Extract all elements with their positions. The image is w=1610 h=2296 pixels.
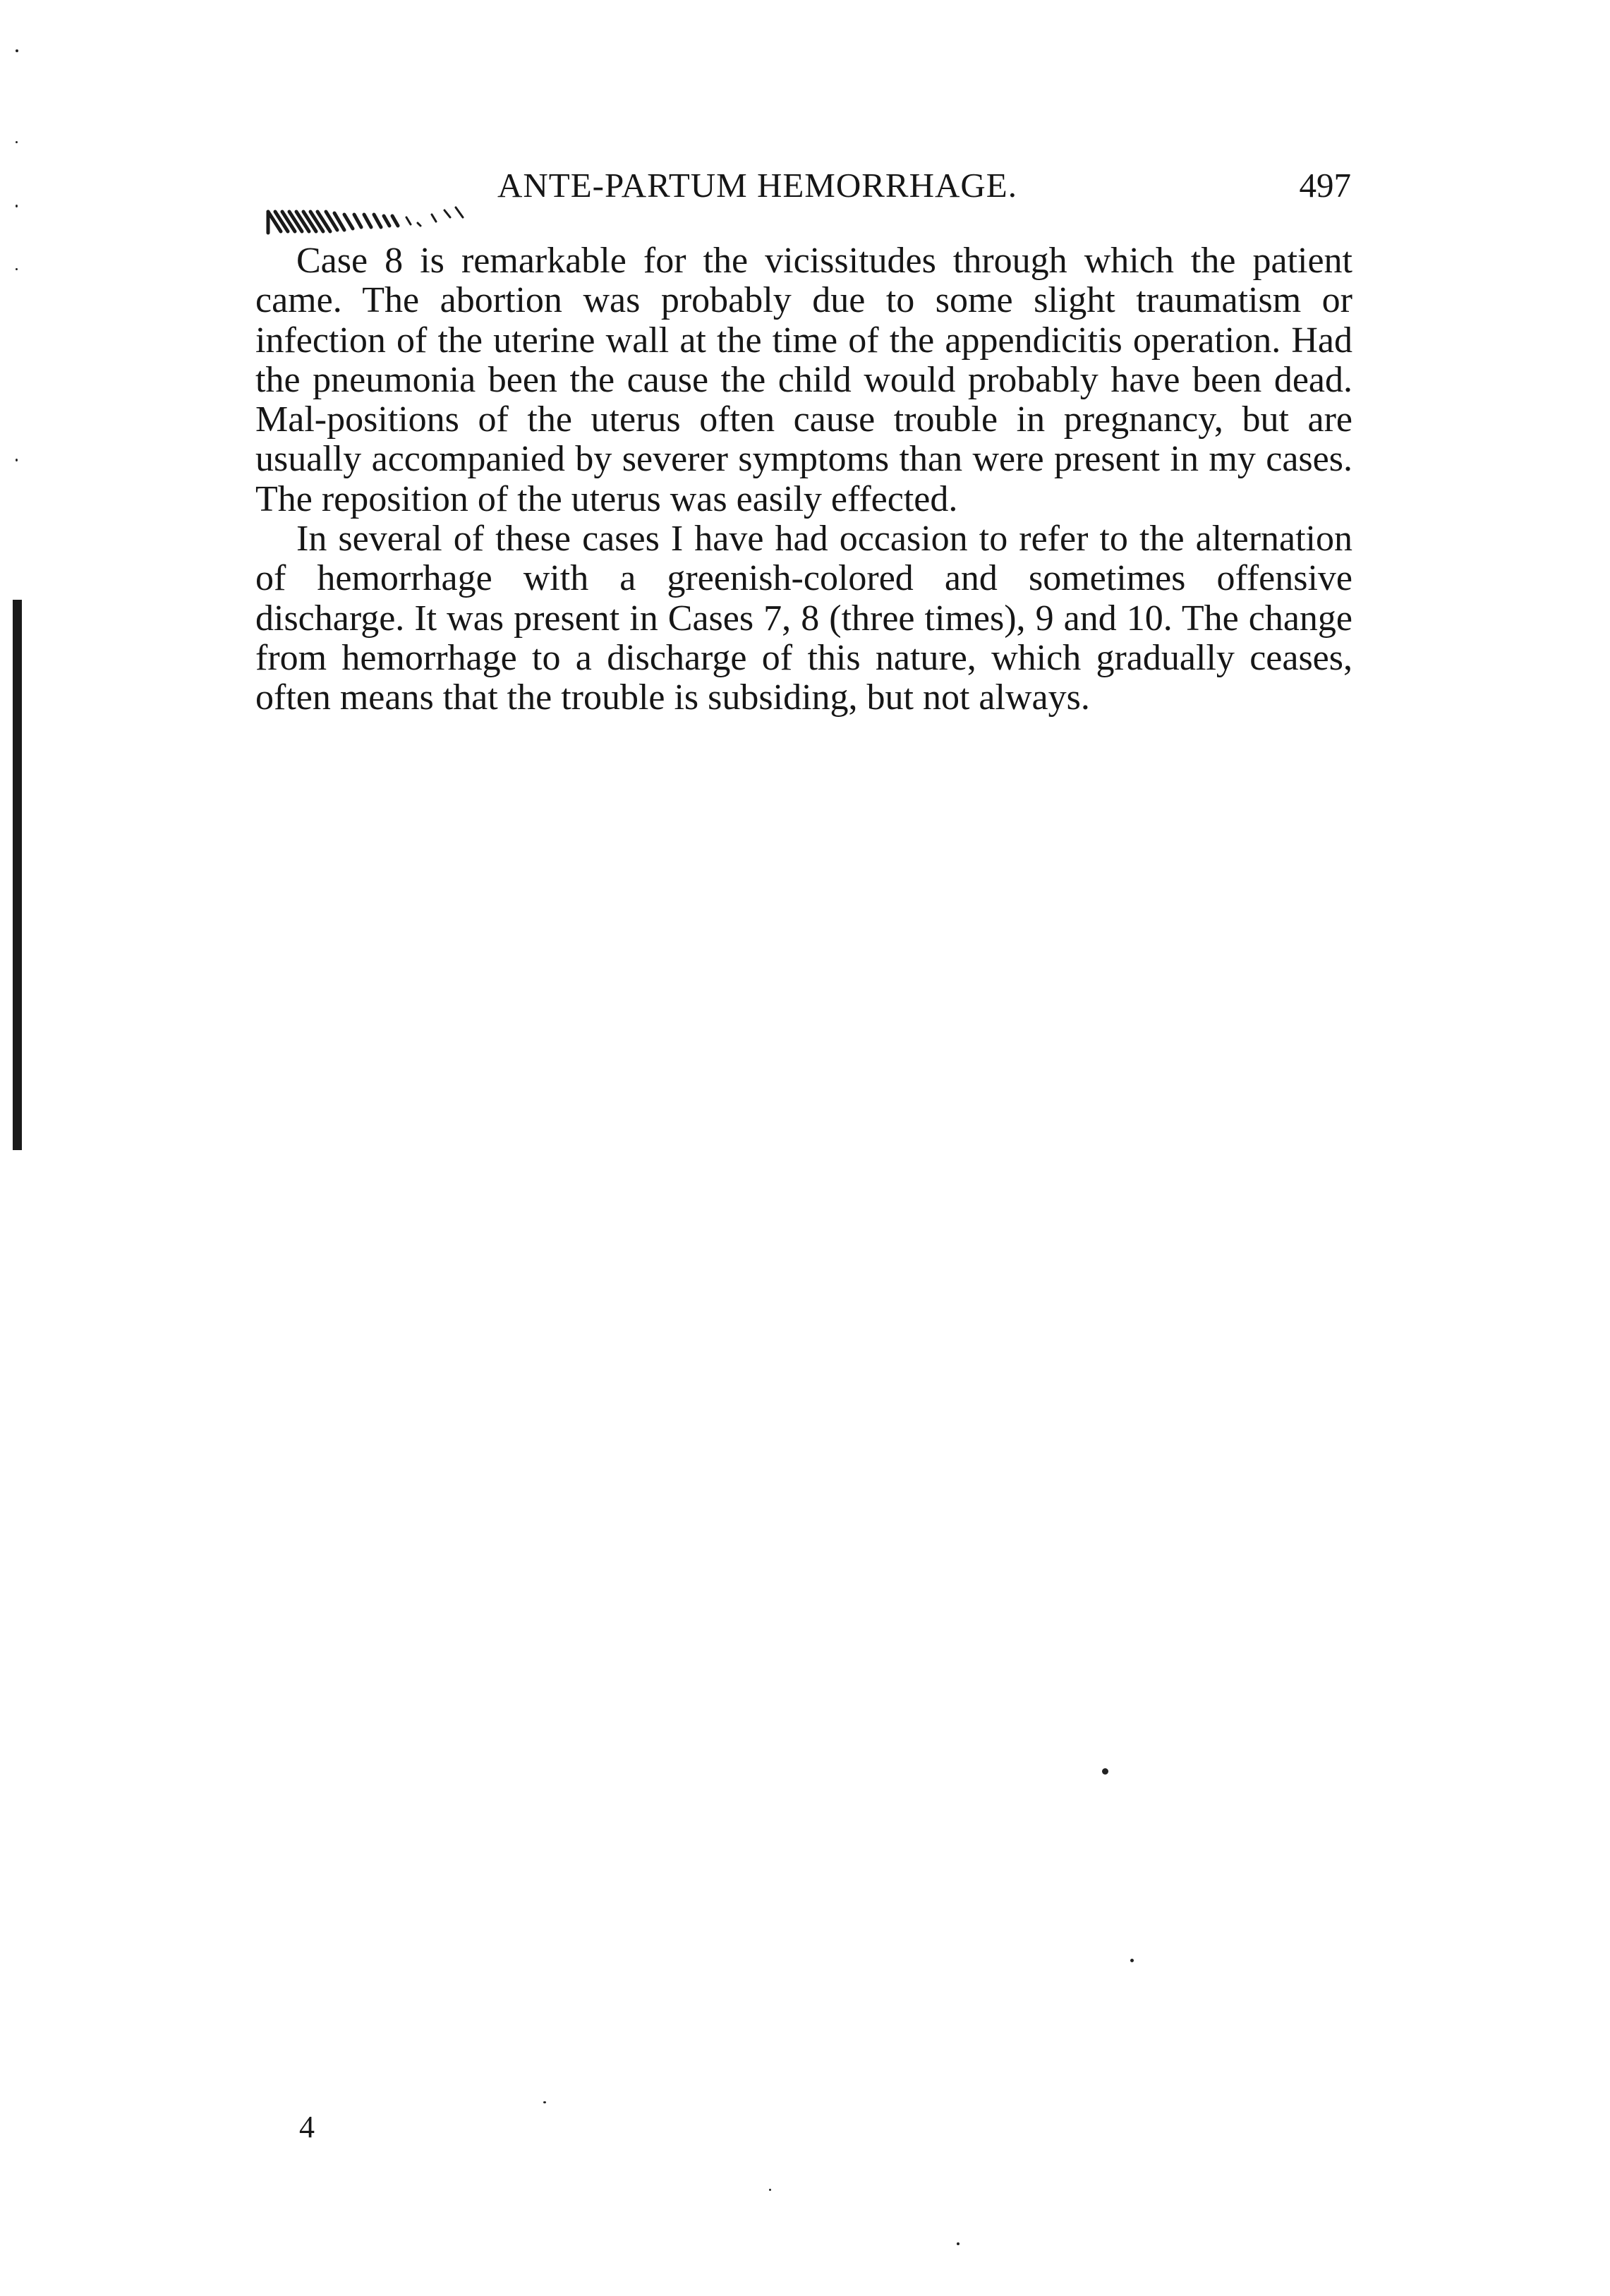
paragraph: Case 8 is remarkable for the vicissitudes through which the patient came. The abortion was probably due to some slight traumatism or infection of the uterine wall at the time of the appendicitis operation. Had the pneumonia been the cause the child would probably have been dead. Mal-positions of the uterus often cause trouble in pregnancy, but are usually accompanied by severer symptoms than were present in my cases. The reposition of the uterus was easily effected. xyxy=(255,241,1352,519)
footer-mark: 4 xyxy=(299,2110,315,2144)
paragraph: In several of these cases I have had occasion to refer to the alternation of hemorrhage with a greenish-colored and sometimes offensive discharge. It was present in Cases 7, 8 (three times), 9 and 10. The change from hemorrhage to a discharge of this nature, which gradually ceases, often means that the trouble is subsiding, but not always. xyxy=(255,519,1352,718)
scan-speck xyxy=(16,205,18,207)
scan-speck xyxy=(16,49,18,52)
scan-speck xyxy=(1102,1768,1108,1775)
scan-speck xyxy=(16,268,18,270)
scan-speck xyxy=(957,2242,960,2245)
scan-speck xyxy=(16,459,18,461)
scan-speck xyxy=(769,2189,771,2191)
scan-speck xyxy=(1130,1959,1134,1962)
scan-speck xyxy=(16,141,18,143)
scan-speck xyxy=(543,2101,546,2103)
page-number: 497 xyxy=(1299,166,1351,205)
printer-ornament-icon xyxy=(265,202,484,243)
scan-edge-shadow xyxy=(13,600,22,1150)
page-title: ANTE-PARTUM HEMORRHAGE. xyxy=(497,166,1017,205)
body-text xyxy=(255,241,1352,718)
